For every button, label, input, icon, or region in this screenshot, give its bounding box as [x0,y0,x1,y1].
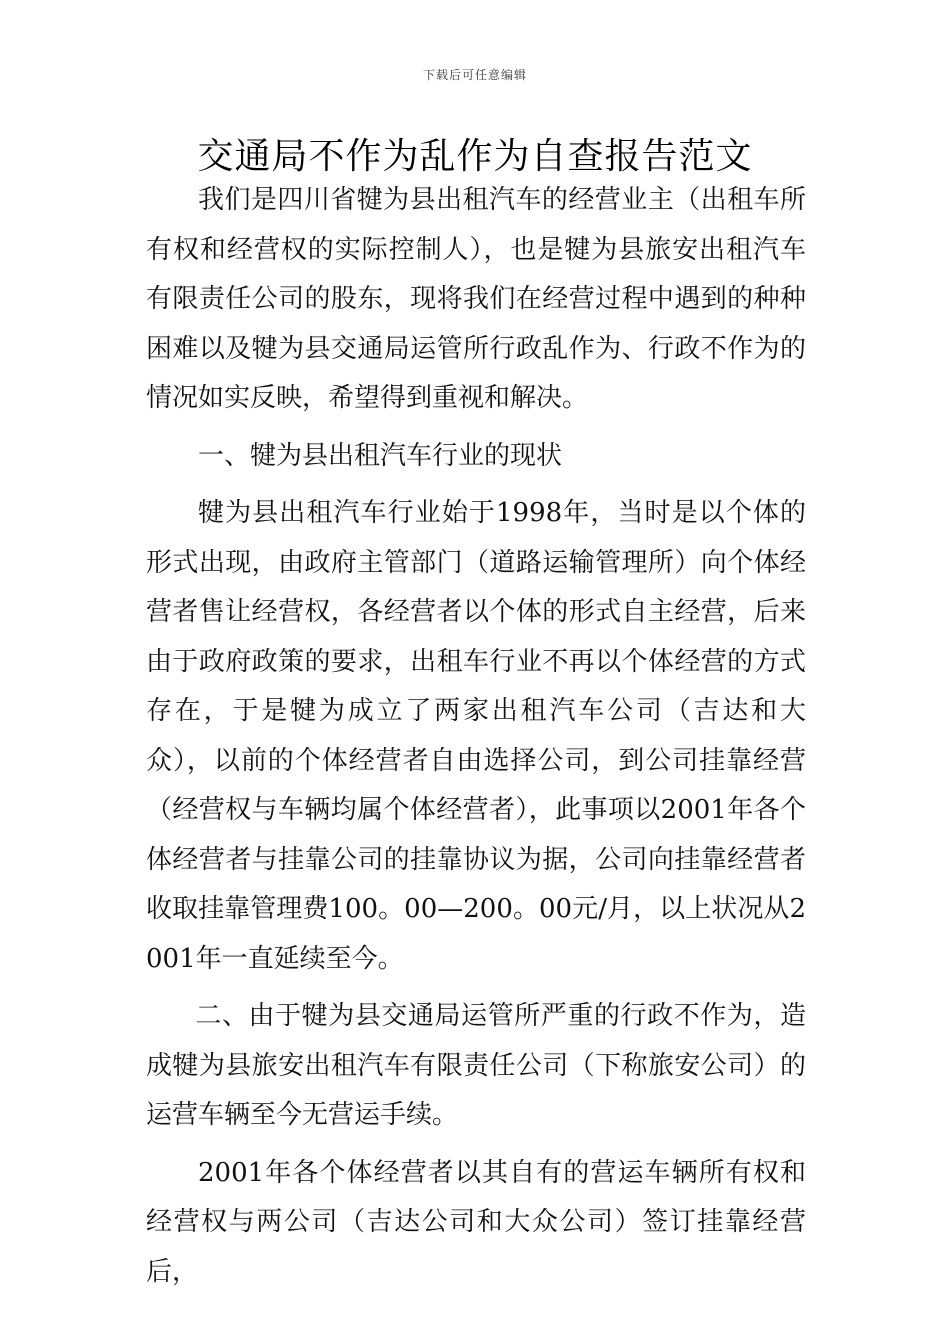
section-heading-1: 一、犍为县出租汽车行业的现状 [198,440,563,471]
document-body [146,176,806,1297]
paragraph-2001-affiliation: 2001年各个体经营者以其自有的营运车辆所有权和经营权与两公司（吉达公司和大众公司）签订挂靠经营后， [146,1157,806,1287]
paragraph-intro: 我们是四川省犍为县出租汽车的经营业主（出租车所有权和经营权的实际控制人），也是犍为县旅安出租汽车有限责任公司的股东，现将我们在经营过程中遇到的种种困难以及犍为县交通局运管所行政乱作为、行政不作为的情况如实反映，希望得到重视和解决。 [146,185,806,413]
paragraph-industry-status: 犍为县出租汽车行业始于1998年，当时是以个体的形式出现，由政府主管部门（道路运输管理所）向个体经营者售让经营权，各经营者以个体的形式自主经营，后来由于政府政策的要求，出租车行业不再以个体经营的方式存在，于是犍为成立了两家出租汽车公司（吉达和大众），以前的个体经营者自由选择公司，到公司挂靠经营（经营权与车辆均属个体经营者），此事项以2001年各个体经营者与挂靠公司的挂靠协议为据，公司向挂靠经营者收取挂靠管理费100。00—200。00元/月，以上状况从2001年一直延续至今。 [146,498,806,974]
section-heading-2: 二、由于犍为县交通局运管所严重的行政不作为，造成犍为县旅安出租汽车有限责任公司（下称旅安公司）的运营车辆至今无营运手续。 [146,1001,806,1130]
header-note: 下载后可任意编辑 [422,68,527,82]
document-title: 交通局不作为乱作为自查报告范文 [197,136,753,177]
